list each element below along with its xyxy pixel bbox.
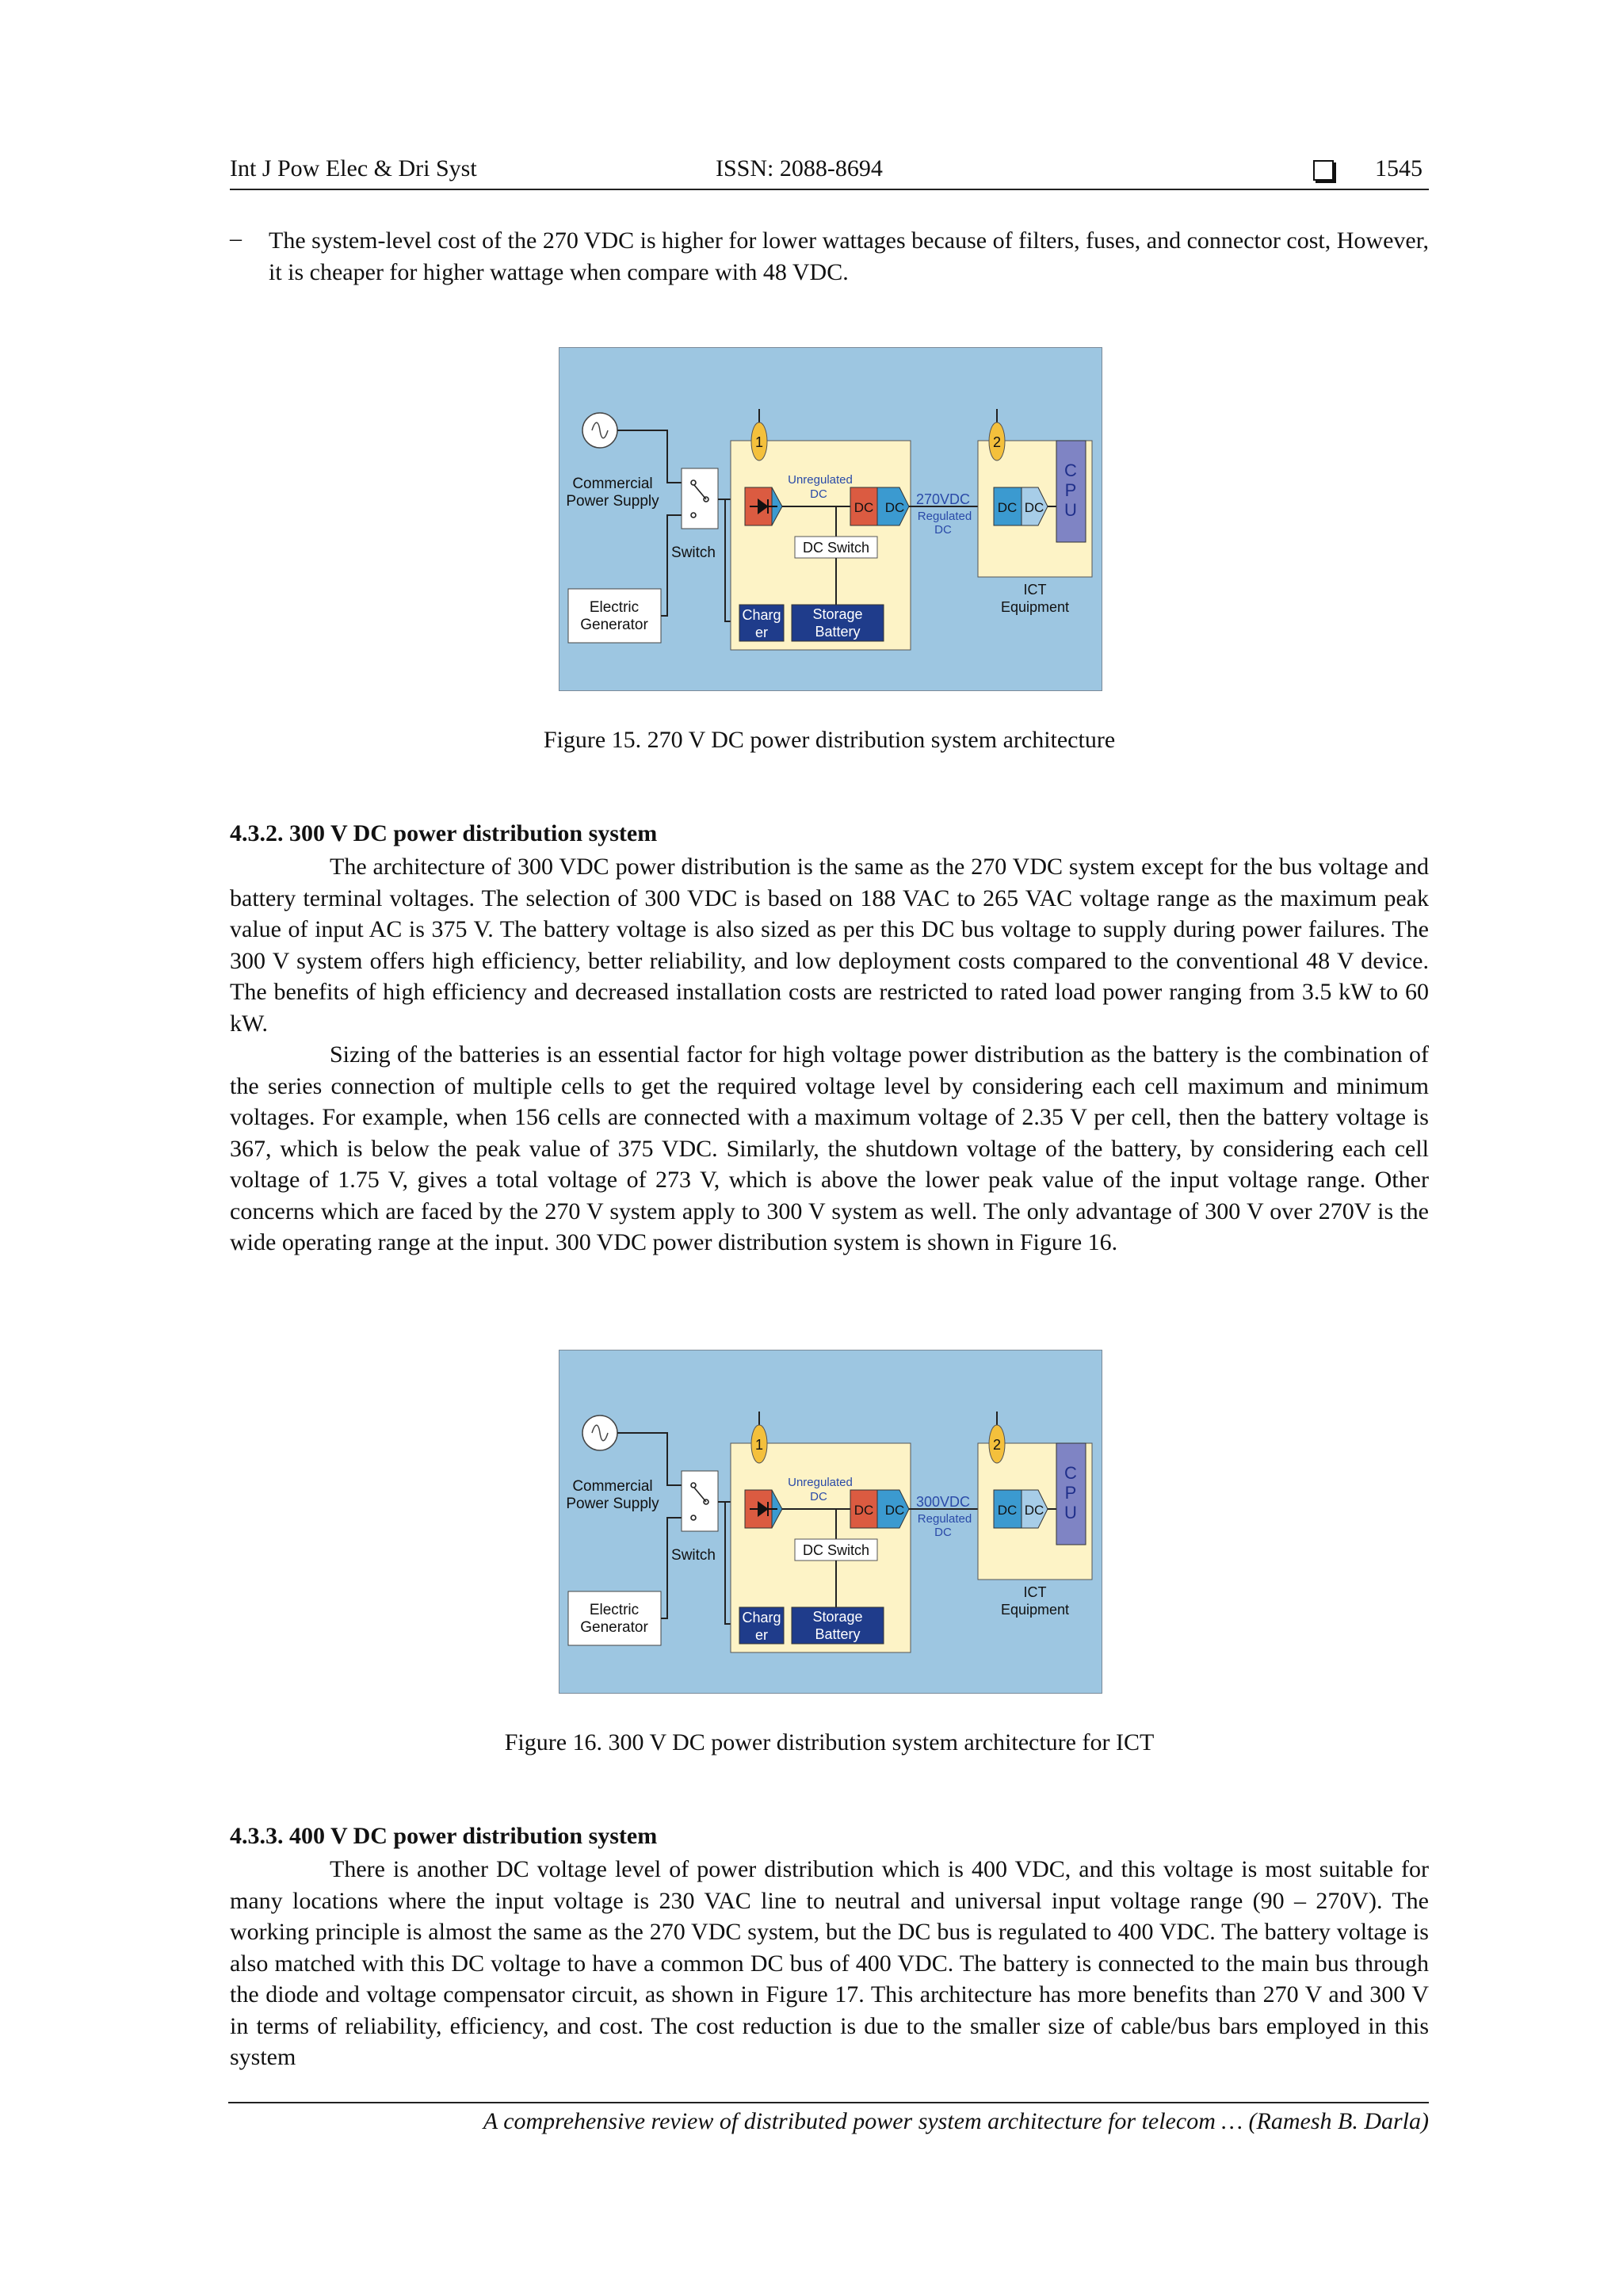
switch-label: Switch <box>671 1547 716 1564</box>
regulated-dc-label: Regulated <box>917 510 972 523</box>
electric-generator-label: Electric <box>589 599 640 616</box>
dc-right-label: DC <box>884 1503 905 1518</box>
header-journal: Int J Pow Elec & Dri Syst <box>230 155 477 181</box>
dc-switch-label: DC Switch <box>802 1542 870 1558</box>
electric-generator-box <box>568 1591 661 1645</box>
commercial-power-label-2: Power Supply <box>566 493 659 510</box>
ict-equipment-label-2: Equipment <box>1000 599 1070 615</box>
bus-voltage-label: 270VDC <box>915 491 971 507</box>
section-heading-433: 4.3.3. 400 V DC power distribution system <box>230 1823 658 1849</box>
commercial-power-label-2: Power Supply <box>566 1496 659 1512</box>
section-heading-432: 4.3.2. 300 V DC power distribution system <box>230 820 658 846</box>
unregulated-dc-label-2: DC <box>810 487 827 501</box>
ict-equipment-label-2: Equipment <box>1000 1602 1070 1618</box>
regulated-dc-label: Regulated <box>917 1512 972 1526</box>
ict-equipment-label: ICT <box>1023 582 1047 598</box>
unregulated-dc-label-2: DC <box>810 1490 827 1503</box>
marker-2-label: 2 <box>992 1437 1002 1453</box>
header-page-number: 1545 <box>1375 155 1423 181</box>
electric-generator-label-2: Generator <box>580 617 648 633</box>
footer-running-title: A comprehensive review of distributed power system architecture for telecom … (Ramesh B. Darla) <box>483 2108 1429 2134</box>
storage-battery-label: Storage <box>812 606 863 622</box>
unregulated-dc-label: Unregulated <box>788 1476 853 1489</box>
regulated-dc-label-2: DC <box>934 1526 952 1539</box>
dc-left-label: DC <box>854 500 874 515</box>
storage-battery-label-2: Battery <box>815 1626 861 1642</box>
electric-generator-box <box>568 589 661 643</box>
ac-source-icon <box>582 413 617 448</box>
bullet-text: The system-level cost of the 270 VDC is higher for lower wattages because of filters, fuses, and connector cost, However, it is cheaper for higher wattage when compare with 48 VDC. <box>269 227 1429 285</box>
electric-generator-label: Electric <box>589 1602 640 1618</box>
electric-generator-label-2: Generator <box>580 1619 648 1636</box>
storage-battery-label: Storage <box>812 1609 863 1625</box>
charger-label-2: er <box>754 1627 769 1643</box>
ict-dc-left-label: DC <box>997 500 1018 515</box>
bus-voltage-label: 300VDC <box>915 1494 971 1510</box>
cpu-label-p: P <box>1064 480 1077 500</box>
ac-source-icon <box>582 1415 617 1450</box>
switch-label: Switch <box>671 544 716 561</box>
square-bullet-icon <box>1313 160 1334 181</box>
section-433-paragraph-1: There is another DC voltage level of power distribution which is 400 VDC, and this voltage is most suitable for many locations where the input voltage is 230 VAC line to neutral and universal input voltage range (90 – 270V). The working principle is almost the same as the 270 VDC system, but the DC bus is regulated to 400 VDC. The battery voltage is also matched with this DC voltage to have a common DC bus of 400 VDC. The battery is connected to the main bus through the diode and voltage compensator circuit, as shown in Figure 17. This architecture has more benefits than 270 V and 300 V in terms of reliability, efficiency, and cost. The cost reduction is due to the smaller size of cable/bus bars employed in this system <box>230 1856 1429 2070</box>
figure-16-caption: Figure 16. 300 V DC power distribution system architecture for ICT <box>504 1729 1155 1755</box>
charger-label-2: er <box>754 625 769 640</box>
ict-equipment-label: ICT <box>1023 1584 1047 1600</box>
figure-15 <box>559 347 1102 691</box>
cpu-label-c: C <box>1064 460 1077 480</box>
dc-right-label: DC <box>884 500 905 515</box>
cpu-label-u: U <box>1064 500 1077 520</box>
commercial-power-label: Commercial <box>572 1478 653 1495</box>
dc-left-label: DC <box>854 1503 874 1518</box>
charger-label: Charg <box>742 607 781 623</box>
commercial-power-label: Commercial <box>572 476 653 492</box>
dc-switch-label: DC Switch <box>802 540 870 556</box>
section-432-paragraph-1: The architecture of 300 VDC power distribution is the same as the 270 VDC system except for the bus voltage and battery terminal voltages. The selection of 300 VDC is based on 188 VAC to 265 VAC voltage range as the maximum peak value of input AC is 375 V. The battery voltage is also sized as per this DC bus voltage to supply during power failures. The 300 V system offers high efficiency, better reliability, and low deployment costs compared to the conventional 48 V device. The benefits of high efficiency and decreased installation costs are restricted to rated load power ranging from 3.5 kW to 60 kW. <box>230 854 1429 1037</box>
switch-box <box>682 1471 718 1531</box>
storage-battery-label-2: Battery <box>815 624 861 640</box>
cpu-label-p: P <box>1064 1483 1077 1503</box>
marker-2-label: 2 <box>992 434 1002 450</box>
charger-label: Charg <box>742 1610 781 1626</box>
regulated-dc-label-2: DC <box>934 523 952 537</box>
figure-15-caption: Figure 15. 270 V DC power distribution system architecture <box>543 727 1116 753</box>
figure-16 <box>559 1350 1102 1694</box>
unregulated-dc-label: Unregulated <box>788 473 853 487</box>
dash-bullet-icon: – <box>230 225 242 251</box>
header-issn: ISSN: 2088-8694 <box>716 155 883 181</box>
footer-rule <box>228 2102 1429 2103</box>
ict-dc-right-label: DC <box>1024 500 1044 515</box>
cpu-label-u: U <box>1064 1503 1077 1522</box>
ict-dc-left-label: DC <box>997 1503 1018 1518</box>
marker-1-label: 1 <box>754 434 764 450</box>
cpu-label-c: C <box>1064 1463 1077 1483</box>
marker-1-label: 1 <box>754 1437 764 1453</box>
header-rule <box>230 189 1429 190</box>
section-432-paragraph-2: Sizing of the batteries is an essential factor for high voltage power distribution as the battery is the combination of the series connection of multiple cells to get the required voltage level by considering each cell maximum and minimum voltages. For example, when 156 cells are connected with a maximum voltage of 2.35 V per cell, then the battery voltage is 367, which is below the peak value of 375 VDC. Similarly, the shutdown voltage of the battery, by considering each cell voltage of 1.75 V, gives a total voltage of 273 V, which is above the lower peak value of the input voltage range. Other concerns which are faced by the 270 V system apply to 300 V system as well. The only advantage of 300 V over 270V is the wide operating range at the input. 300 VDC power distribution system is shown in Figure 16. <box>230 1041 1429 1255</box>
switch-box <box>682 468 718 529</box>
ict-dc-right-label: DC <box>1024 1503 1044 1518</box>
